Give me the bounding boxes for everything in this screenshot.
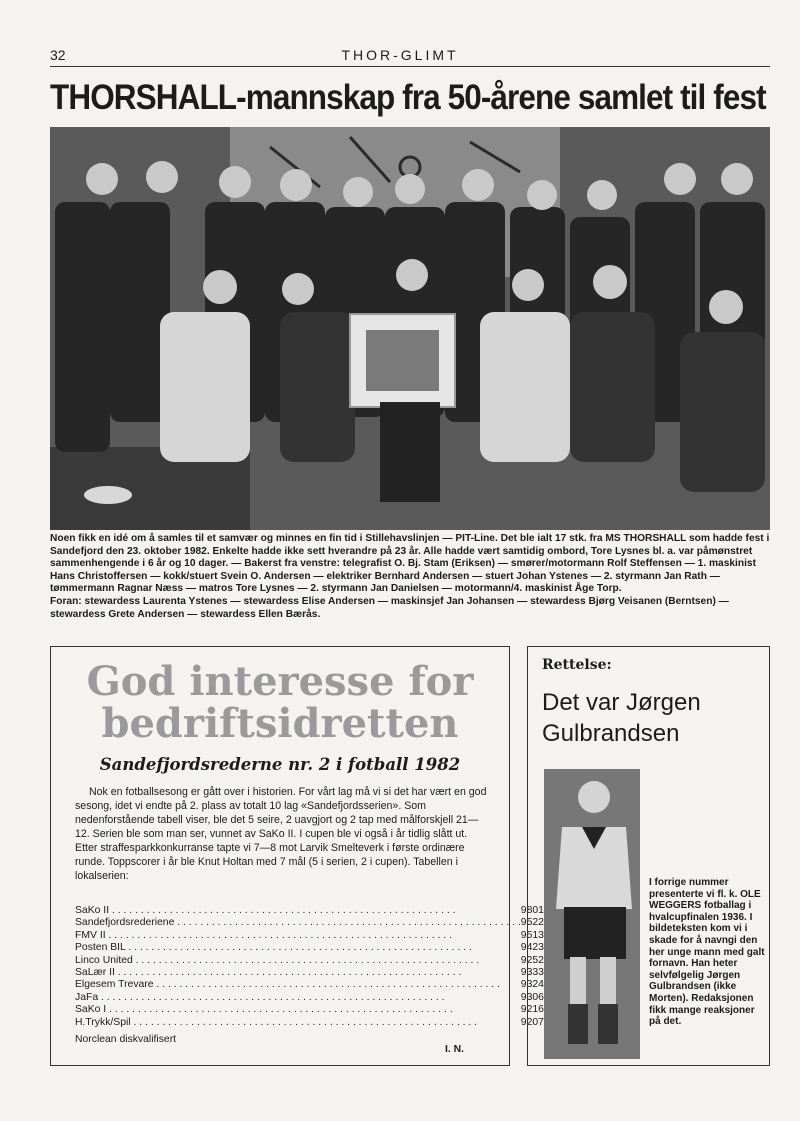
- league-cell-lost: 2: [538, 954, 544, 966]
- league-cell-won: 4: [526, 942, 533, 954]
- group-photo-image: [50, 127, 770, 530]
- magazine-name: THOR-GLIMT: [341, 47, 459, 63]
- player-photo: [544, 769, 640, 1059]
- league-cell-lost: 7: [538, 1016, 544, 1028]
- league-cell-played: 9: [520, 905, 527, 916]
- correction-body: I forrige nummer presenterte vi fl. k. OLE WEGGERS fotballag i hvalcupfinalen 1936. I bildeteksten kom vi i skade for å navngi den her unge mann med galt fornavn. Han heter selvfølgelig Jørgen Gulbrandsen (ikke Morten). Redaksjonen fikk mange reaksjoner på det.: [649, 877, 765, 1028]
- league-cell-team: Posten BIL . . . . . . . . . . . . . . . . . . . . . . . . . . . . . . . . . . . . . . . . . . . . . . . . . . . . . . . . . . . .: [75, 942, 472, 954]
- author-signature: I. N.: [445, 1044, 465, 1055]
- league-cell-lost: 3: [538, 967, 544, 979]
- page-number: 32: [50, 47, 66, 63]
- league-cell-lost: 6: [538, 991, 544, 1003]
- league-table: [75, 905, 589, 1029]
- league-footnote: Norclean diskvalifisert: [75, 1034, 177, 1045]
- league-cell-played: 9: [520, 954, 527, 966]
- league-cell-played: 9: [520, 1004, 527, 1016]
- league-row: [75, 917, 589, 929]
- league-cell-team: SaLær II . . . . . . . . . . . . . . . . . . . . . . . . . . . . . . . . . . . . . . . . . . . . . . . . . . . . . . . . . . . .: [75, 967, 462, 979]
- league-cell-won: 2: [526, 1016, 533, 1028]
- league-cell-drawn: 2: [532, 942, 539, 954]
- league-cell-drawn: 1: [532, 1004, 539, 1016]
- correction-heading: Rettelse:: [542, 657, 612, 673]
- league-cell-drawn: 2: [532, 917, 539, 929]
- league-cell-team: JaFa . . . . . . . . . . . . . . . . . . . . . . . . . . . . . . . . . . . . . . . . . . . . . . . . . . . . . . . . . . . .: [75, 991, 445, 1003]
- league-cell-team: Linco United . . . . . . . . . . . . . . . . . . . . . . . . . . . . . . . . . . . . . . . . . . . . . . . . . . . . . . . . . . . .: [75, 954, 480, 966]
- league-row: [75, 1017, 589, 1029]
- league-row: [75, 1004, 589, 1016]
- league-cell-drawn: 0: [532, 1016, 539, 1028]
- league-row: [75, 992, 589, 1004]
- league-cell-drawn: 3: [532, 967, 539, 979]
- league-cell-team: SaKo II . . . . . . . . . . . . . . . . . . . . . . . . . . . . . . . . . . . . . . . . . . . . . . . . . . . . . . . . . . . .: [75, 905, 456, 916]
- league-cell-lost: 3: [538, 929, 544, 941]
- league-cell-played: 9: [520, 967, 527, 979]
- header-rule: [50, 66, 770, 67]
- league-cell-won: 8: [526, 905, 533, 916]
- group-photo: [50, 127, 770, 530]
- league-cell-won: 5: [526, 917, 533, 929]
- football-title: God interesse for bedriftsidretten: [86, 658, 474, 747]
- league-row: [75, 979, 589, 991]
- correction-box: [527, 646, 770, 1066]
- correction-title: Det var Jørgen Gulbrandsen: [542, 689, 701, 747]
- league-cell-won: 3: [526, 967, 533, 979]
- league-cell-played: 9: [520, 991, 527, 1003]
- football-subtitle: Sandefjordsrederne nr. 2 i fotball 1982: [99, 755, 461, 774]
- football-body-text: Nok en fotballsesong er gått over i historien. For vårt lag må vi si det har vært en god sesong, idet vi endte på 2. plass av totalt 10 lag «Sandefjordsserien». Som nedenforstående tabell viser, ble det 5 seire, 2 uavgjort og 2 tap med målforskjell 21—12. Serien ble som man ser, vunnet av SaKo II. I cupen ble vi også i år tidlig slått ut. Etter straffesparkkonkurranse tapte vi 7—8 mot Larvik Smelteverk i første ordinære runde. Toppscorer i år ble Knut Holtan med 7 mål (5 i serien, 2 i cupen). Tabellen i lokalserien:: [75, 786, 487, 882]
- league-cell-played: 9: [520, 942, 527, 954]
- league-cell-won: 2: [526, 954, 533, 966]
- league-cell-won: 2: [526, 1004, 533, 1016]
- caption-paragraph-2: Foran: stewardess Laurenta Ystenes — stewardess Elise Andersen — maskinsjef Jan Johansen — stewardess Bjørg Veisanen (Berntsen) — stewardess Grete Andersen — stewardess Ellen Bærås.: [50, 595, 729, 620]
- league-cell-won: 3: [526, 991, 533, 1003]
- league-cell-lost: 1: [538, 905, 544, 916]
- league-row: [75, 942, 589, 954]
- league-cell-won: 3: [526, 979, 533, 991]
- league-cell-drawn: 2: [532, 979, 539, 991]
- football-body: [75, 785, 489, 883]
- league-cell-drawn: 0: [532, 991, 539, 1003]
- league-cell-team: H.Trykk/Spil . . . . . . . . . . . . . . . . . . . . . . . . . . . . . . . . . . . . . . . . . . . . . . . . . . . . . . . . . . . .: [75, 1016, 478, 1028]
- league-cell-played: 9: [520, 929, 527, 941]
- caption-paragraph-1: Noen fikk en idé om å samles til et samvær og minnes en fin tid i Stillehavslinjen — PIT-Line. Det ble ialt 17 stk. fra MS THORSHALL som hadde fest i Sandefjord den 23. oktober 1982. Enkelte hadde ikke sett hverandre på 23 år. Alle hadde vært samtidig ombord, Tore Lysnes bl. a. var påmønstret sammenhengende i 6 år og 10 dager. — Bakerst fra venstre: telegrafist O. Bj. Stam (Eriksen) — smører/motormann Rolf Steffensen — 1. maskinist Hans Christoffersen — kokk/stuert Svein O. Andersen — elektriker Bernhard Andersen — stuert Johan Ystenes — 2. styrmann Jan Rath — tømmermann Ragnar Næss — matros Tore Lysnes — 2. styrmann Jan Danielsen — motormann/4. maskinist Åge Torp.: [50, 533, 770, 595]
- league-row: [75, 930, 589, 942]
- league-cell-drawn: 0: [532, 905, 539, 916]
- league-cell-team: Sandefjordsrederiene . . . . . . . . . . . . . . . . . . . . . . . . . . . . . . . . . . . . . . . . . . . . . . . . . . . . . . . . . . . .: [75, 917, 521, 929]
- league-cell-won: 5: [526, 929, 533, 941]
- league-row: [75, 955, 589, 967]
- league-row: [75, 967, 589, 979]
- league-cell-played: 9: [520, 917, 527, 929]
- league-cell-drawn: 5: [532, 954, 539, 966]
- league-cell-played: 9: [520, 979, 527, 991]
- league-cell-lost: 6: [538, 1004, 544, 1016]
- league-cell-lost: 2: [538, 917, 544, 929]
- league-cell-team: SaKo I . . . . . . . . . . . . . . . . . . . . . . . . . . . . . . . . . . . . . . . . . . . . . . . . . . . . . . . . . . . .: [75, 1004, 453, 1016]
- league-row: [75, 905, 589, 917]
- league-cell-drawn: 1: [532, 929, 539, 941]
- football-article: [50, 646, 544, 1066]
- league-cell-team: FMV II . . . . . . . . . . . . . . . . . . . . . . . . . . . . . . . . . . . . . . . . . . . . . . . . . . . . . . . . . . . .: [75, 929, 453, 941]
- league-cell-team: Elgesem Trevare . . . . . . . . . . . . . . . . . . . . . . . . . . . . . . . . . . . . . . . . . . . . . . . . . . . . . . . . . . . .: [75, 979, 500, 991]
- league-cell-lost: 3: [538, 942, 544, 954]
- player-photo-image: [544, 769, 640, 1059]
- photo-caption: [50, 533, 770, 621]
- league-cell-played: 9: [520, 1016, 527, 1028]
- league-cell-lost: 4: [538, 979, 544, 991]
- article-headline: THORSHALL-mannskap fra 50-årene samlet til fest: [50, 78, 766, 117]
